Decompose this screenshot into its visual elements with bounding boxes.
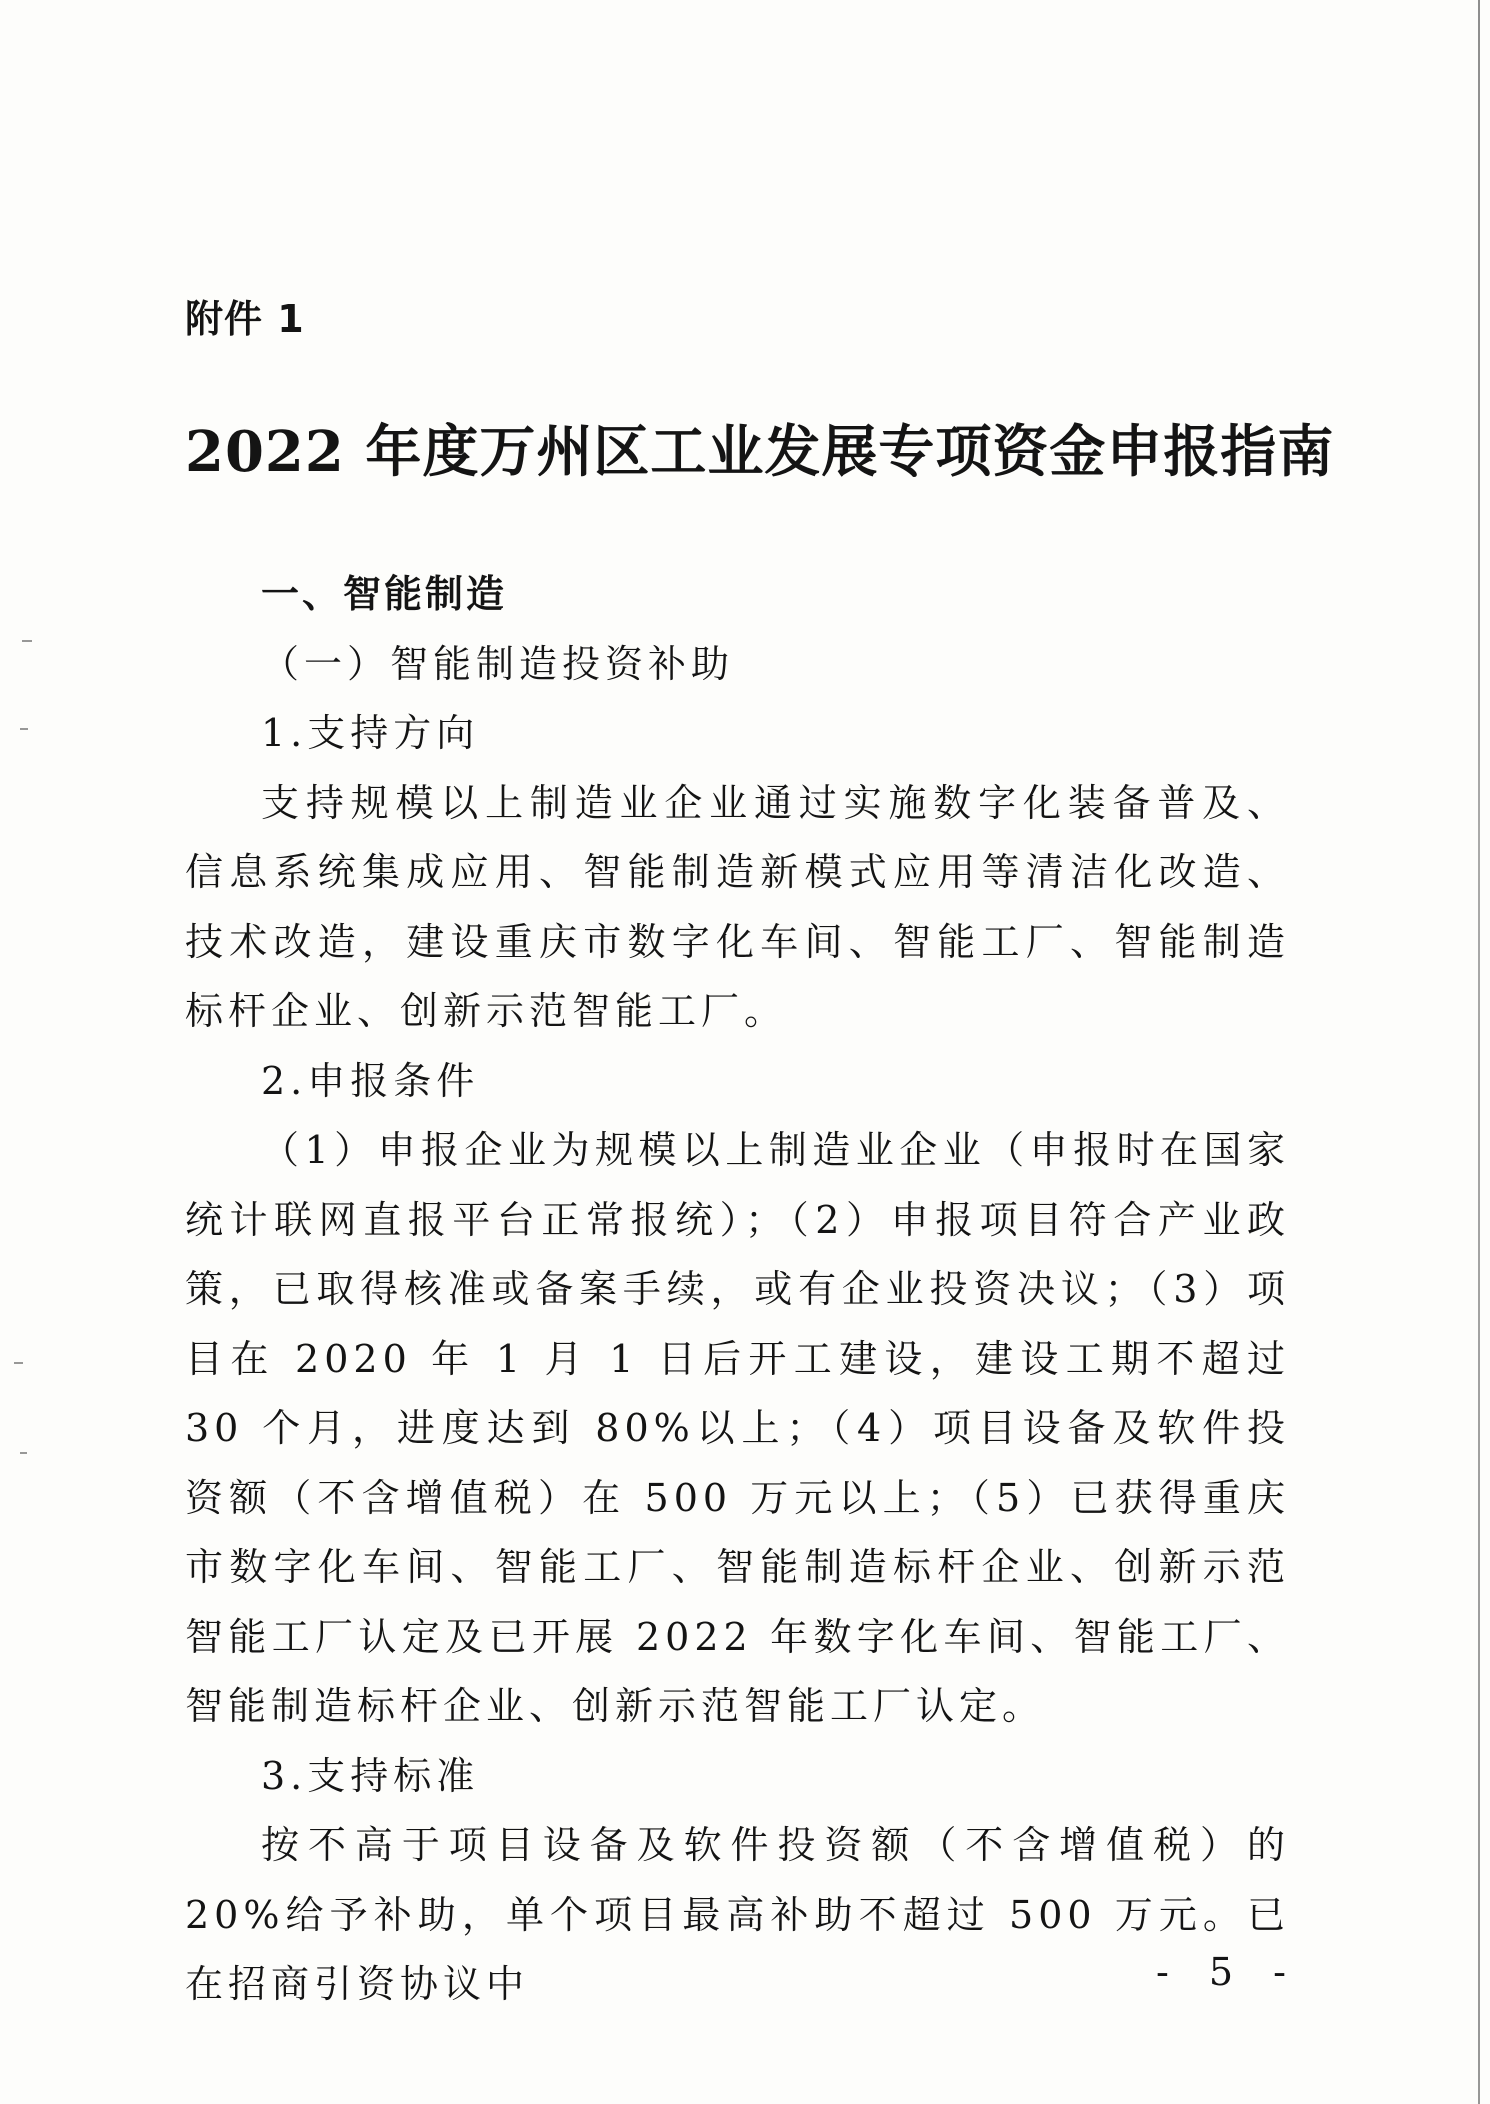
section-heading: 一、智能制造 — [261, 572, 508, 616]
item3-heading: 3.支持标准 — [261, 1753, 480, 1798]
document-body — [185, 560, 1290, 2020]
item2-body: （1）申报企业为规模以上制造业企业（申报时在国家统计联网直报平台正常报统）；（2）申报项目符合产业政策，已取得核准或备案手续，或有企业投资决议；（3）项目在 2020 年 1 月 1 日后开工建设，建设工期不超过 30 个月，进度达到 80%以上；（4）项目设备及软件投资额（不含增值税）在 500 万元以上；（5）已获得重庆市数字化车间、智能工厂、智能制造标杆企业、创新示范智能工厂认定及已开展 2022 年数字化车间、智能工厂、智能制造标杆企业、创新示范智能工厂认定。 — [185, 1128, 1290, 1728]
item3-body: 按不高于项目设备及软件投资额（不含增值税）的 20%给予补助，单个项目最高补助不超过 500 万元。已在招商引资协议中 — [185, 1823, 1290, 2006]
scan-speck — [14, 1362, 23, 1364]
document-title: 2022 年度万州区工业发展专项资金申报指南 — [185, 419, 1335, 485]
scan-speck — [22, 640, 32, 642]
subsection-heading: （一）智能制造投资补助 — [261, 641, 735, 686]
scan-speck — [20, 728, 28, 730]
page-number: - 5 - — [1155, 1950, 1300, 1994]
attachment-label: 附件 1 — [185, 297, 305, 341]
item1-heading: 1.支持方向 — [261, 711, 480, 755]
scan-speck — [20, 1452, 27, 1454]
scan-edge-shadow — [1478, 0, 1480, 2104]
item1-body: 支持规模以上制造业企业通过实施数字化装备普及、信息系统集成应用、智能制造新模式应用等清洁化改造、技术改造，建设重庆市数字化车间、智能工厂、智能制造标杆企业、创新示范智能工厂。 — [185, 780, 1290, 1033]
item2-heading: 2.申报条件 — [261, 1058, 480, 1103]
